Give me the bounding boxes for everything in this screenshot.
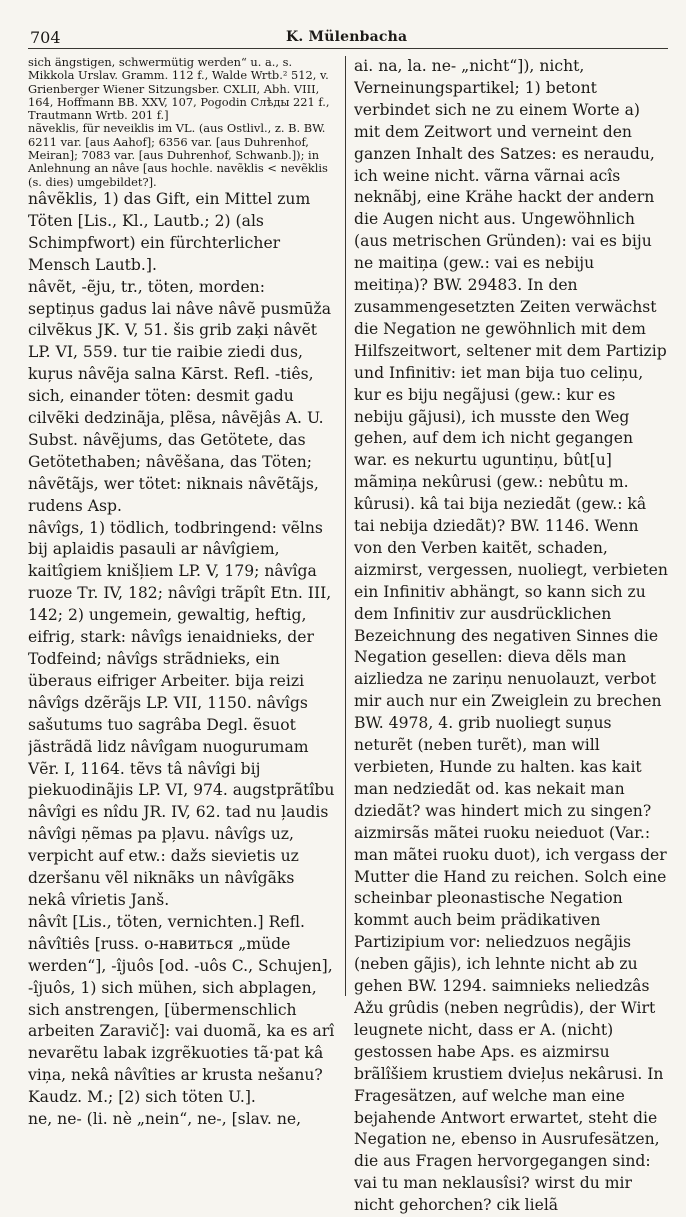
dictionary-entry: nâvẽklis, 1) das Gift, ein Mittel zum Töten [Lis., Kl., Lautb.; 2) (als Schimpfwort) ein fürchterlicher Mensch Lautb.]. xyxy=(28,189,311,274)
dictionary-entry: nâvẽt, -ẽju, tr., töten, morden: septiņus gadus lai nâve nâvẽ pusmūža cilvẽkus JK. V, 51. šis grib zaķi nâvẽt LP. VI, 559. tur tie raibie ziedi dus, kuŗus nâvẽja salna Kārst. Refl. -tiês, sich, einander töten: desmit gadu cilvẽki dedzinãja, plẽsa, nâvẽjâs A. U. Subst. nâvẽjums, das Getötete, das Getötethaben; nâvẽšana, das Töten; nâvẽtãjs, wer tötet: niknais nâvẽtãjs, rudens Asp. xyxy=(28,277,332,515)
right-column xyxy=(354,56,668,1217)
dictionary-entry: nâvît [Lis., töten, vernichten.] Refl. nâvîtiês [russ. о-навиться „müde werden“], -îjuôs [od. -uôs C., Schujen], -îjuôs, 1) sich mühen, sich abplagen, sich anstrengen, [übermenschlich arbeiten Zaravič]: vai duomã, ka es arî nevarẽtu labak izgrẽkuoties tã·pat kâ viņa, nekâ nâvîties ar krusta nešanu? Kaudz. M.; [2) sich töten U.]. xyxy=(28,912,335,1107)
dictionary-entry: ne, ne- (li. nè „nein“, ne-, [slav. ne, xyxy=(28,1110,302,1129)
page-header xyxy=(28,26,668,49)
left-column xyxy=(28,56,336,1131)
dictionary-page xyxy=(28,26,668,1215)
column-divider xyxy=(345,56,346,996)
dictionary-entry: sich ängstigen, schwermütig werden“ u. a., s. Mikkola Urslav. Gramm. 112 f., Walde Wrtb.² 512, v. Grienberger Wiener Sitzungsber. CXLII, Abh. VIII, 164, Hoffmann BB. XXV, 107, Pogodin Слѣды 221 f., Trautmann Wrtb. 201 f.] xyxy=(28,56,330,123)
dictionary-entry: nãveklis, für neveiklis im VL. (aus Ostlivl., z. B. BW. 6211 var. [aus Aahof]; 6356 var. [aus Duhrenhof, Meiran]; 7083 var. [aus Duhrenhof, Schwanb.]); in Anlehnung an nâve [aus hochle. navẽklis < nevẽklis (s. dies) umgebildet?]. xyxy=(28,121,328,189)
running-head: K. Mülenbacha xyxy=(286,29,408,45)
dictionary-entry: nâvîgs, 1) tödlich, todbringend: vẽlns bij aplaidis pasauli ar nâvîgiem, kaitîgiem knišļiem LP. V, 179; nâvîga ruoze Tr. IV, 182; nâvîgi trãpît Etn. III, 142; 2) ungemein, gewaltig, heftig, eifrig, stark: nâvîgs ienaidnieks, der Todfeind; nâvîgs strãdnieks, ein überaus eifriger Arbeiter. bija reizi nâvîgs dzẽrãjs LP. VII, 1150. nâvîgs sašutums tuo sagrâba Degl. ẽsuot jãstrãdã lidz nâvîgam nuogurumam Vẽr. I, 1164. tẽvs tâ nâvîgi bij piekuodinãjis LP. VI, 974. augstprãtîbu nâvîgi es nîdu JR. IV, 62. tad nu ļaudis nâvîgi ņẽmas pa pļavu. nâvîgs uz, verpicht auf etw.: dažs sievietis uz dzeršanu vẽl niknãks un nâvîgãks nekâ vîrietis Janš. xyxy=(28,518,335,909)
dictionary-entry: ai. na, la. ne- „nicht“]), nicht, Verneinungspartikel; 1) betont verbindet sich ne zu einem Worte a) mit dem Zeitwort und verneint den ganzen Inhalt des Satzes: es neraudu, ich weine nicht. vãrna vãrnai acîs neknãbj, eine Krähe hackt der andern die Augen nicht aus. Ungewöhnlich (aus metrischen Gründen): vai es biju ne maitiņa (gew.: vai es nebiju meitiņa)? BW. 29483. In den zusammengesetzten Zeiten verwächst die Negation ne gewöhnlich mit dem Hilfszeitwort, seltener mit dem Partizip und Infinitiv: iet man bija tuo celiņu, kur es biju negãjusi (gew.: kur es nebiju gãjusi), ich musste den Weg gehen, auf dem ich nicht gegangen war. es nekurtu uguntiņu, bût[u] mãmiņa nekûrusi (gew.: nebûtu m. kûrusi). kâ tai bija neziedãt (gew.: kâ tai nebija dziedãt)? BW. 1146. Wenn von den Verben kaitẽt, schaden, aizmirst, vergessen, nuoliegt, verbieten ein Infinitiv abhängt, so kann sich zu dem Infinitiv zur ausdrücklichen Bezeichnung des negativen Sinnes die Negation gesellen: dieva dẽls man aizliedza ne zariņu nenuolauzt, verbot mir auch nur ein Zweiglein zu brechen BW. 4978, 4. grib nuoliegt suņus neturẽt (neben turẽt), man will verbieten, Hunde zu halten. kas kait man nedziedãt od. kas nekait man dziedãt? was hindert mich zu singen? aizmirsãs mãtei ruoku neieduot (Var.: man mãtei ruoku duot), ich vergass der Mutter die Hand zu reichen. Solch eine scheinbar pleonastische Negation kommt auch beim prädikativen Partizipium vor: neliedzuos negãjis (neben gãjis), ich lehnte nicht ab zu gehen BW. 1294. saimnieks neliedzâs Ažu grûdis (neben negrûdis), der Wirt leugnete nicht, dass er A. (nicht) gestossen habe Aps. es aizmirsu brãlîšiem krustiem dvieļus nekârusi. In Fragesätzen, auf welche man eine bejahende Antwort erwartet, steht die Negation ne, ebenso in Ausrufesätzen, die aus Fragen hervorgegangen sind: vai tu man neklausîsi? wirst du mir nicht gehorchen? cik lielã xyxy=(354,57,668,1215)
page-number: 704 xyxy=(30,28,61,47)
two-column-body xyxy=(28,56,668,1215)
